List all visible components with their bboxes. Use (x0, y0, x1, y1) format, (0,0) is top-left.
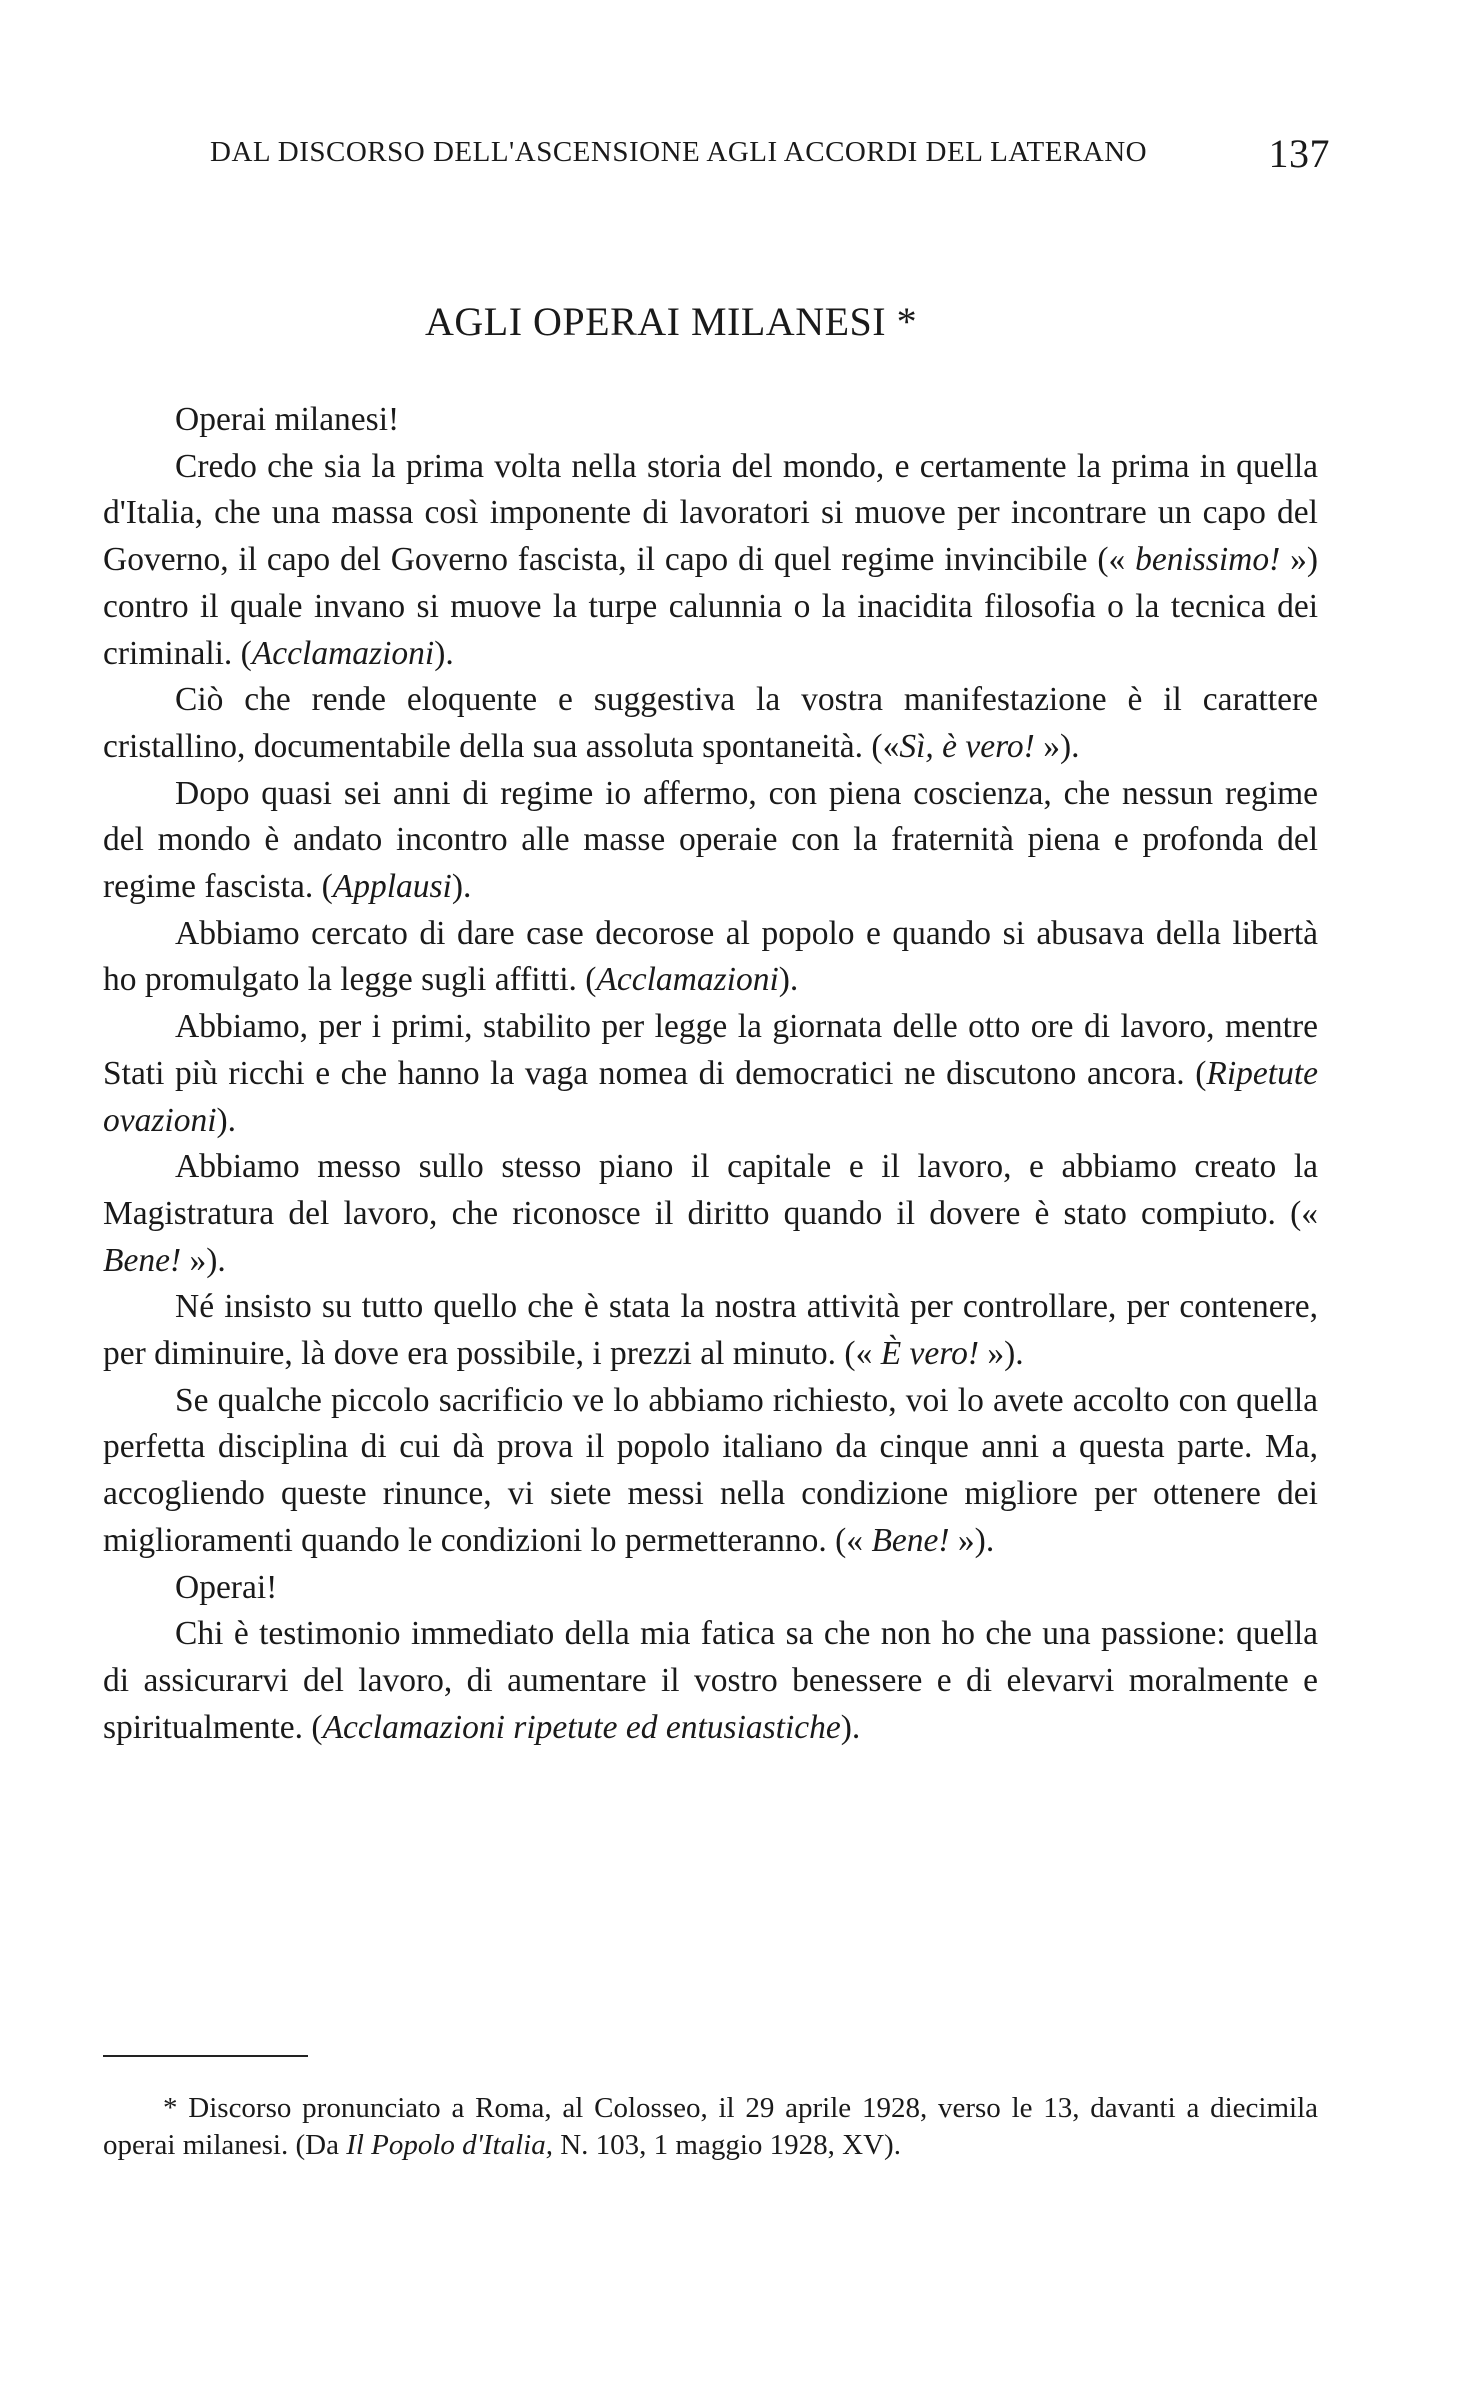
italic-interjection: Acclamazioni (251, 634, 435, 672)
text-run: Operai! (175, 1568, 278, 1606)
article-title: AGLI OPERAI MILANESI * (425, 299, 918, 344)
running-head (210, 130, 1330, 180)
text-run: Dopo quasi sei anni di regime io affermo, con piena coscienza, che nessun regime del mondo è andato incontro alle masse operaie con la fraternità piena e profonda del regime fascista. ( (103, 774, 1318, 906)
text-run: Se qualche piccolo sacrificio ve lo abbiamo richiesto, voi lo avete accolto con quella perfetta disciplina di cui dà prova il popolo italiano da cinque anni a questa parte. Ma, accogliendo queste rinunce, vi siete messi nella condizione migliore per ottenere dei miglioramenti quando le condizioni lo permetteranno. (« (103, 1381, 1318, 1559)
text-run: »). (979, 1335, 1024, 1373)
text-run: ). (216, 1101, 237, 1139)
italic-interjection: Bene! (871, 1521, 950, 1559)
paragraph (103, 1611, 1318, 1751)
italic-interjection: Sì, è vero! (899, 727, 1035, 765)
text-run: ). (451, 868, 472, 906)
text-run: Chi è testimonio immediato della mia fatica sa che non ho che una passione: quella di assicurarvi del lavoro, di aumentare il vostro benessere e di elevarvi moralmente e spiritualmente. ( (103, 1615, 1318, 1746)
text-run: Né insisto su tutto quello che è stata la nostra attività per controllare, per contenere, per diminuire, là dove era possibile, i prezzi al minuto. (« (103, 1288, 1318, 1373)
italic-interjection: Bene! (103, 1241, 182, 1279)
italic-interjection: Acclamazioni ripetute ed entusiastiche (322, 1708, 841, 1746)
paragraph (103, 444, 1318, 678)
paragraph (103, 771, 1318, 911)
text-run: »). (1034, 727, 1080, 765)
text-run: N. 103, 1 maggio 1928, XV). (552, 2129, 901, 2161)
text-run: Abbiamo cercato di dare case decorose al popolo e quando si abusava della libertà ho promulgato la legge sugli affitti. ( (103, 914, 1318, 999)
text-run: ). (840, 1708, 861, 1746)
text-run: »). (181, 1241, 226, 1279)
text-run: Credo che sia la prima volta nella storia del mondo, e certamente la prima in quella d'Italia, che una massa così imponente di lavoratori si muove per incontrare un capo del Governo, il capo del Governo fascista, il capo di quel regime invincibile (« (103, 447, 1318, 579)
italic-interjection: Il Popolo d'Italia, (346, 2129, 553, 2161)
italic-interjection: Ripetute ovazioni (103, 1054, 1318, 1139)
text-run: * Discorso pronunciato a Roma, al Colosseo, il 29 aprile 1928, verso le 13, davanti a diecimila operai milanesi. (Da (103, 2092, 1318, 2161)
italic-interjection: benissimo! (1135, 541, 1281, 579)
footnote-text (103, 2090, 1318, 2164)
salutation (103, 397, 1318, 444)
paragraph (103, 1144, 1318, 1284)
paragraph (103, 911, 1318, 1004)
speech-body (103, 397, 1318, 1751)
paragraph (103, 1378, 1318, 1565)
running-head-title: DAL DISCORSO DELL'ASCENSIONE AGLI ACCORDI DEL LATERANO (210, 136, 1148, 168)
text-run: ») contro il quale invano si muove la turpe calunnia o la inacidita filosofia o la tecnica dei criminali. ( (103, 541, 1318, 672)
paragraph (103, 1004, 1318, 1144)
paragraph (103, 1565, 1318, 1612)
italic-interjection: È vero! (880, 1335, 979, 1373)
paragraph (103, 1284, 1318, 1377)
text-run: »). (949, 1521, 995, 1559)
text-run: Ciò che rende eloquente e suggestiva la vostra manifestazione è il carattere cristallino, documentabile della sua assoluta spontaneità. (« (103, 681, 1318, 765)
text-run: Abbiamo, per i primi, stabilito per legge la giornata delle otto ore di lavoro, mentre Stati più ricchi e che hanno la vaga nomea di democratici ne discutono ancora. ( (103, 1008, 1318, 1092)
footnote-divider (103, 2055, 308, 2057)
italic-interjection: Acclamazioni (596, 961, 779, 999)
paragraph (103, 677, 1318, 770)
text-run: Operai milanesi! (175, 401, 400, 438)
text-run: ). (778, 961, 799, 999)
text-run: ). (434, 634, 454, 672)
text-run: Abbiamo messo sullo stesso piano il capitale e il lavoro, e abbiamo creato la Magistratura del lavoro, che riconosce il diritto quando il dovere è stato compiuto. (« (103, 1148, 1318, 1232)
page-number: 137 (1268, 131, 1330, 176)
italic-interjection: Applausi (332, 868, 452, 906)
footnote (103, 2090, 1318, 2164)
